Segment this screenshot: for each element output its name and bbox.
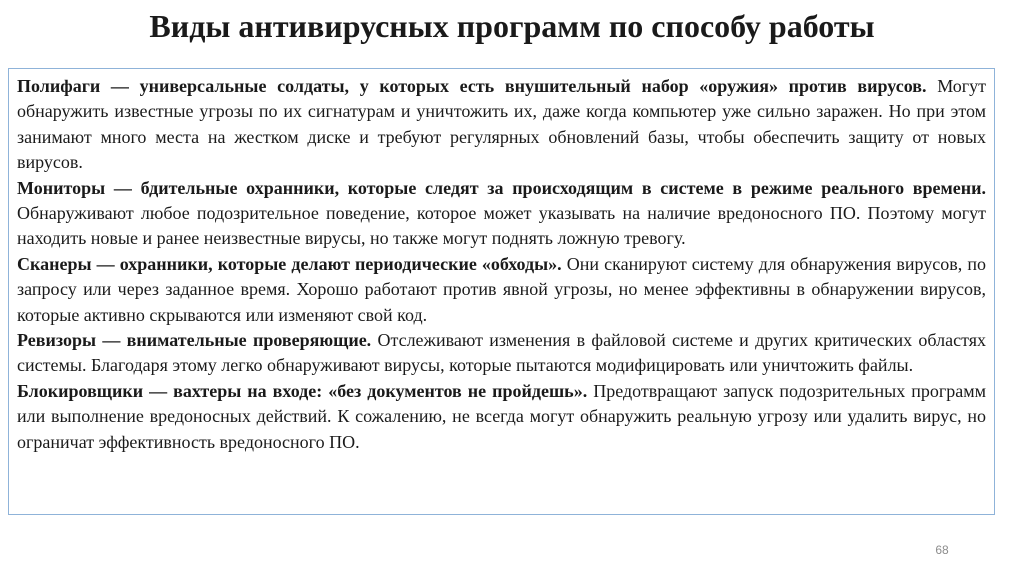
item-heading: Ревизоры — внимательные проверяющие. [17,330,372,351]
item-heading: Сканеры — охранники, которые делают периодические «обходы». [17,253,562,274]
item-text: Могут обнаружить известные угрозы по их сигнатурам и уничтожить их, даже когда компьютер уже сильно заражен. Но при этом занимают много места на жестком диске и требуют регулярных обновлений базы, чтобы обеспечить защиту от новых вирусов. [17,76,987,173]
item-heading: Полифаги — универсальные солдаты, у которых есть внушительный набор «оружия» против вирусов. [17,76,927,96]
item-auditors [17,328,986,379]
item-monitors [17,176,986,252]
page-number: 68 [935,543,949,557]
item-text: Они сканируют систему для обнаружения вирусов, по запросу или через заданное время. Хорошо работают против явной угрозы, но менее эффективны в обнаружении вирусов, которые активно скрываются или изменяют свой код. [17,253,986,325]
slide-title: Виды антивирусных программ по способу работы [149,8,875,44]
item-text: Предотвращают запуск подозрительных программ или выполнение вредоносных действий. К сожалению, не всегда могут обнаружить реальную угрозу или удалить вирус, но ограничат эффективность вредоносного ПО. [17,380,986,452]
item-scanners [17,252,986,328]
item-heading: Блокировщики — вахтеры на входе: «без документов не пройдешь». [17,380,588,401]
item-text: Отслеживают изменения в файловой системе и других критических областях системы. Благодаря этому легко обнаруживают вирусы, которые пытаются модифицировать или уничтожить файлы. [17,330,987,376]
item-polyphages [17,74,986,176]
content-box [8,68,995,515]
item-heading: Мониторы — бдительные охранники, которые следят за происходящим в системе в режиме реального времени. [17,177,986,198]
item-blockers [17,379,986,455]
item-text: Обнаруживают любое подозрительное поведение, которое может указывать на наличие вредоносного ПО. Поэтому могут находить новые и ранее неизвестные вирусы, но также могут поднять ложную тревогу. [17,203,986,249]
